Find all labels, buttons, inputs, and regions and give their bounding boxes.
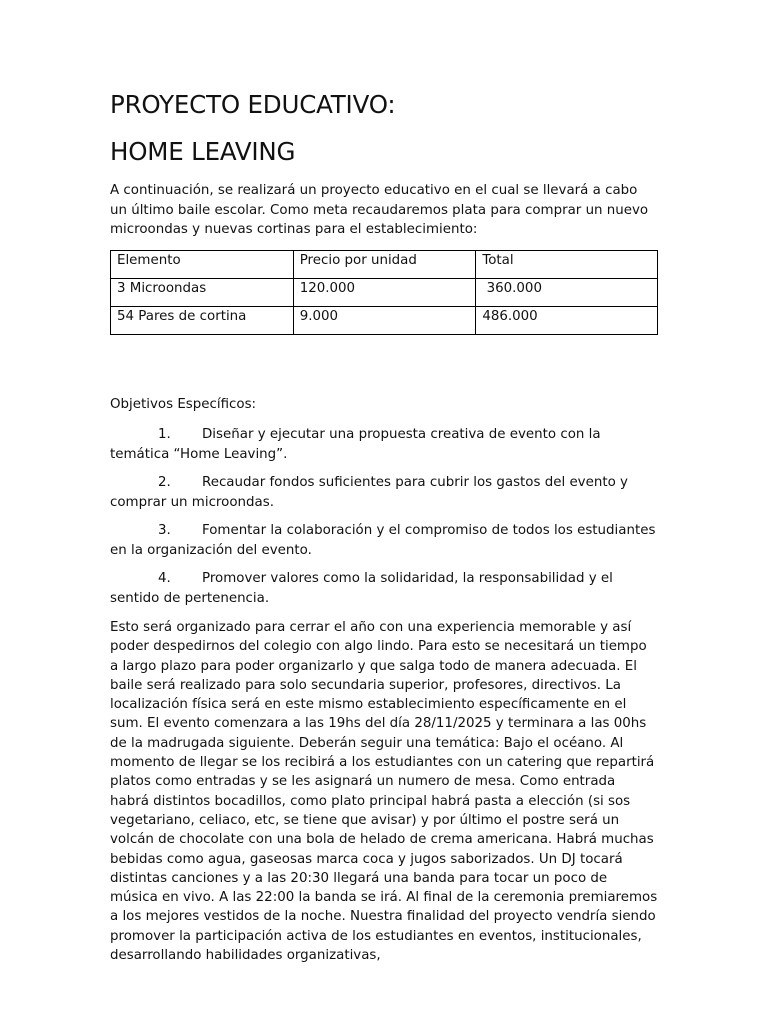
objective-number: 2. (158, 475, 171, 490)
objective-number: 3. (158, 523, 171, 538)
table-header-row (111, 251, 658, 279)
table-header-cell: Total (476, 251, 658, 279)
objective-number: 4. (158, 571, 171, 586)
body-paragraph: Esto será organizado para cerrar el año con una experiencia memorable y así poder despedirnos del colegio con algo lindo. Para esto se necesitará un tiempo a largo plazo para poder organizarlo y que salga todo de manera adecuada. El baile será realizado para solo secundaria superior, profesores, directivos. La localización física será en este mismo establecimiento específicamente en el sum. El evento comenzara a las 19hs del día 28/11/2025 y terminara a las 00hs de la madrugada siguiente. Deberán seguir una temática: Bajo el océano. Al momento de llegar se los recibirá a los estudiantes con un catering que repartirá platos como entradas y se les asignará un numero de mesa. Como entrada habrá distintos bocadillos, como plato principal habrá pasta a elección (si sos vegetariano, celiaco, etc, se tiene que avisar) y por último el postre será un volcán de chocolate con una bola de helado de crema americana. Habrá muchas bebidas como agua, gaseosas marca coca y jugos saborizados. Un DJ tocará distintas canciones y a las 20:30 llegará una banda para tocar un poco de música en vivo. A las 22:00 la banda se irá. Al final de la ceremonia premiaremos a los mejores vestidos de la noche. Nuestra finalidad del proyecto vendría siendo promover la participación activa de los estudiantes en eventos, institucionales, desarrollando habilidades organizativas, (110, 620, 658, 964)
table-header-cell: Precio por unidad (293, 251, 476, 279)
objectives-heading: Objetivos Específicos: (110, 397, 257, 412)
table-row (111, 307, 658, 335)
table-cell: 360.000 (476, 279, 658, 307)
document-title-line-2: HOME LEAVING (110, 137, 296, 166)
document-title-line-1: PROYECTO EDUCATIVO: (110, 90, 396, 119)
objective-number: 1. (158, 427, 171, 442)
budget-table (110, 250, 658, 335)
objective-text: Promover valores como la solidaridad, la responsabilidad y el sentido de pertenencia. (110, 571, 613, 606)
table-cell: 9.000 (293, 307, 476, 335)
table-cell: 3 Microondas (111, 279, 294, 307)
table-cell: 54 Pares de cortina (111, 307, 294, 335)
objective-text: Diseñar y ejecutar una propuesta creativa de evento con la temática “Home Leaving”. (110, 427, 601, 462)
objective-text: Recaudar fondos suficientes para cubrir los gastos del evento y comprar un microondas. (110, 475, 628, 510)
table-row (111, 279, 658, 307)
objective-item (110, 473, 658, 512)
objective-item (110, 569, 658, 608)
table-header-cell: Elemento (111, 251, 294, 279)
table-cell: 486.000 (476, 307, 658, 335)
objective-item (110, 425, 658, 464)
objective-item (110, 521, 658, 560)
table-cell: 120.000 (293, 279, 476, 307)
intro-paragraph: A continuación, se realizará un proyecto educativo en el cual se llevará a cabo un último baile escolar. Como meta recaudaremos plata para comprar un nuevo microondas y nuevas cortinas para el establecimiento: (110, 183, 649, 237)
objective-text: Fomentar la colaboración y el compromiso de todos los estudiantes en la organización del evento. (110, 523, 656, 558)
